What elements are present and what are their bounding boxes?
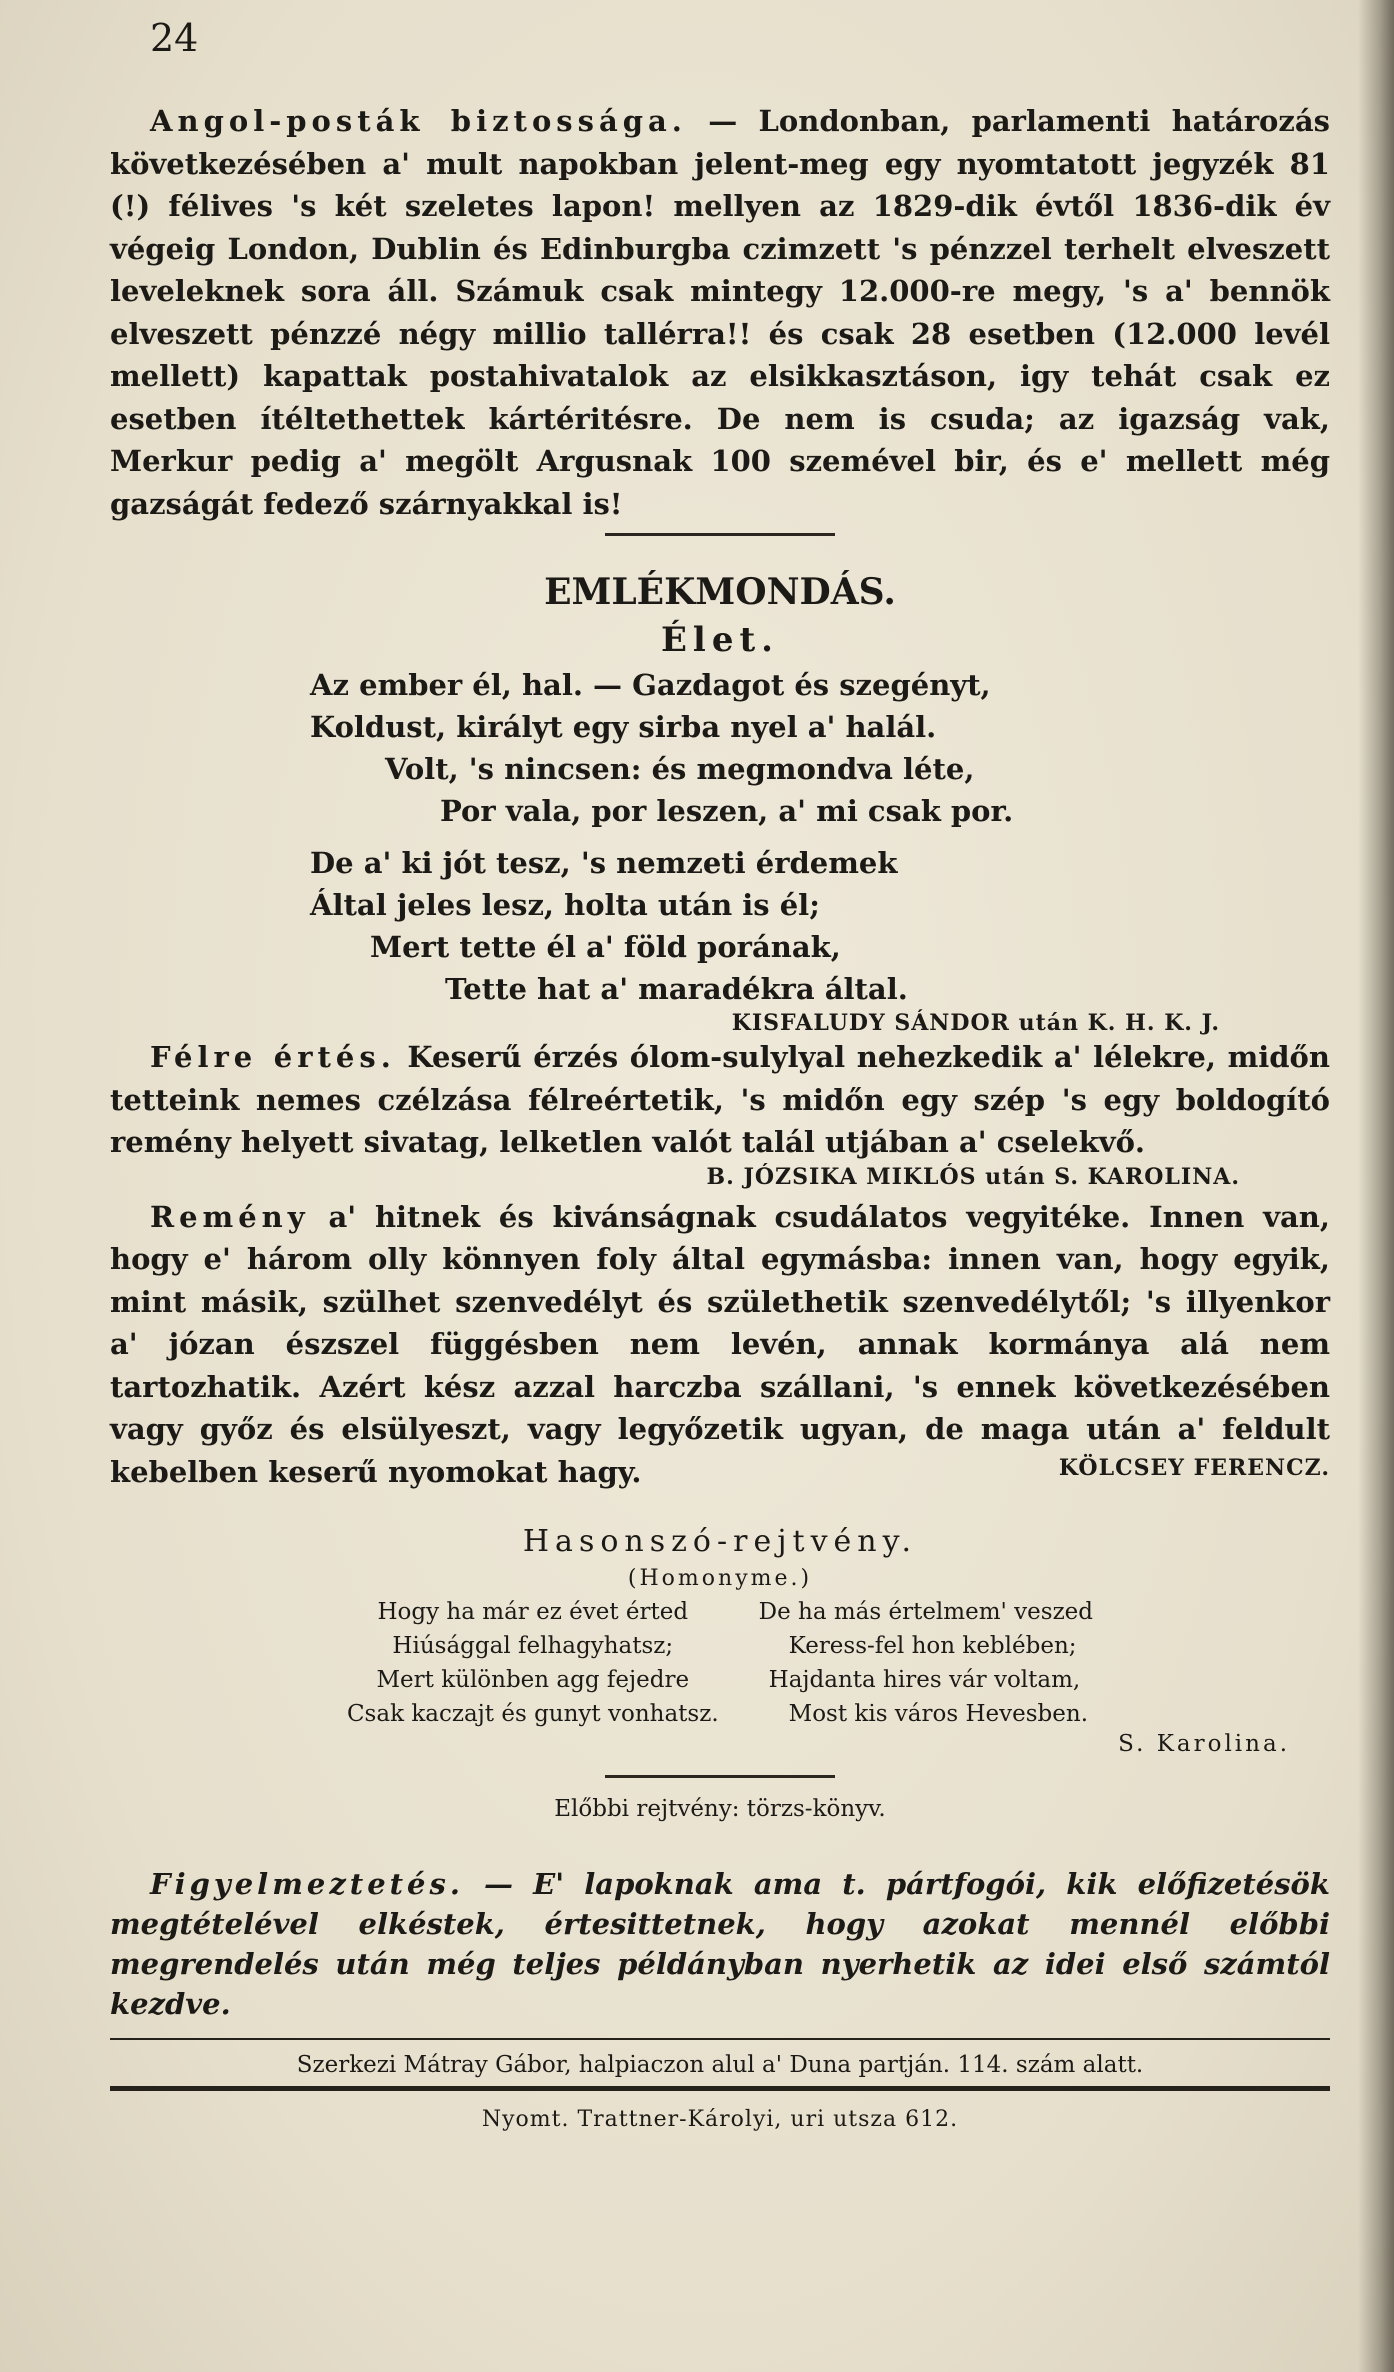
riddle-divider [605,1775,835,1778]
article-misunderstanding-title: Félre értés. [150,1040,396,1074]
subscriber-notice [110,1864,1330,2024]
subscriber-notice-text: — E' lapoknak ama t. pártfogói, kik előfizetésök megtételével elkéstek, értesittetnek, hogy azokat mennél előbbi megrendelés után még teljes példányban nyerhetik az idei első számtól kezdve. [110,1867,1330,2021]
misunderstanding-signature: B. JÓZSIKA MIKLÓS után S. KAROLINA. [706,1163,1240,1190]
article-misunderstanding [110,1036,1330,1164]
footer-rule-top [110,2038,1330,2040]
article-hope-text: a' hitnek és kivánságnak csudálatos vegyitéke. Innen van, hogy e' három olly könnyen foly által egymásba: innen van, hogy egyik, mint másik, szülhet szenvedélyt és születhetik szenvedélytől; 's illyenkor a' józan észszel függésben nem levén, annak kormánya alá nem tartozhatik. Azért kész azzal harczba szállani, 's ennek következésében vagy győz és elsülyeszt, vagy legyőzetik ugyan, de maga után a' feldult kebelben keserű nyomokat hagy. [110,1199,1330,1489]
hope-signature: KÖLCSEY FERENCZ. [1058,1455,1330,1481]
riddle-title: Hasonszó-rejtvény. [522,1524,918,1559]
page-edge-shadow [1358,0,1394,2372]
poem-title: Élet. [660,620,779,660]
poem-line: Az ember él, hal. — Gazdagot és szegényt, [310,668,991,702]
riddle-left-column [347,1595,719,1731]
poem-line: Tette hat a' maradékra által. [445,972,908,1006]
poem-line: Volt, 's nincsen: és megmondva léte, [385,752,975,786]
poem-line: Por vala, por leszen, a' mi csak por. [440,794,1014,828]
riddle-line: Hogy ha már ez évet érted [377,1599,689,1625]
poem-line: Koldust, királyt egy sirba nyel a' halál. [310,710,937,744]
riddle-line: De ha más értelmem' veszed [758,1599,1094,1625]
article-misunderstanding-text: Keserű érzés ólom-sulylyal nehezkedik a' lélekre, midőn tetteink nemes czélzása félreértetik, 's midőn egy szép 's egy boldogító remény helyett sivatag, lelketlen valót talál utjában a' cselekvő. [110,1040,1330,1159]
riddle-line: Most kis város Hevesben. [788,1701,1088,1727]
poem-signature: KISFALUDY SÁNDOR után K. H. K. J. [731,1010,1220,1036]
poem-line: Mert tette él a' föld porának, [370,930,841,964]
poem-line: Által jeles lesz, holta után is él; [310,888,820,922]
riddle-line: Mert különben agg fejedre [376,1667,690,1693]
riddle-verses [110,1595,1330,1731]
article-postal-safety-text: — Londonban, parlamenti határozás következésében a' mult napokban jelent-meg egy nyomtatott jegyzék 81 (!) félives 's két szeletes lapon! mellyen az 1829-dik évtől 1836-dik év végeig London, Dublin és Edinburgba czimzett 's pénzzel terhelt elveszett leveleknek sora áll. Számuk csak mintegy 12.000-re megy, 's a' bennök elveszett pénzzé négy millio tallérra!! és csak 28 esetben (12.000 levél mellett) kapattak postahivatalok az elsikkasztáson, igy tehát csak ez esetben ítéltethettek kártéritésre. De nem is csuda; az igazság vak, Merkur pedig a' megölt Argusnak 100 szemével bir, és e' mellett még gazságát fedező szárnyakkal is! [110,104,1330,521]
footer-rule-bottom [110,2086,1330,2091]
poem [110,664,1330,1010]
printer-imprint: Nyomt. Trattner-Károlyi, uri utsza 612. [481,2107,959,2132]
riddle-line: Csak kaczajt és gunyt vonhatsz. [346,1701,719,1727]
riddle-line: Hiúsággal felhagyhatsz; [392,1633,674,1659]
editor-imprint: Szerkezi Mátray Gábor, halpiaczon alul a' Duna partján. 114. szám alatt. [296,2052,1144,2078]
article-postal-safety-title: Angol-posták biztossága. [150,104,687,138]
poem-line: De a' ki jót tesz, 's nemzeti érdemek [310,846,898,880]
riddle-line: Hajdanta hires vár voltam, [768,1667,1081,1693]
subscriber-notice-title: Figyelmeztetés. [150,1867,464,1901]
page-body [110,100,1330,2132]
previous-riddle-answer: Előbbi rejtvény: törzs-könyv. [554,1796,886,1822]
riddle-subtitle: (Homonyme.) [627,1566,813,1591]
article-postal-safety [110,100,1330,525]
page-number: 24 [150,16,199,60]
article-hope-title: Remény [150,1199,310,1234]
riddle-line: Keress-fel hon keblében; [788,1633,1077,1659]
riddle-signature: S. Karolina. [1118,1731,1290,1757]
section-title: EMLÉKMONDÁS. [544,571,896,613]
riddle-right-column [759,1595,1093,1731]
article-hope [110,1196,1330,1494]
section-divider [605,533,835,536]
